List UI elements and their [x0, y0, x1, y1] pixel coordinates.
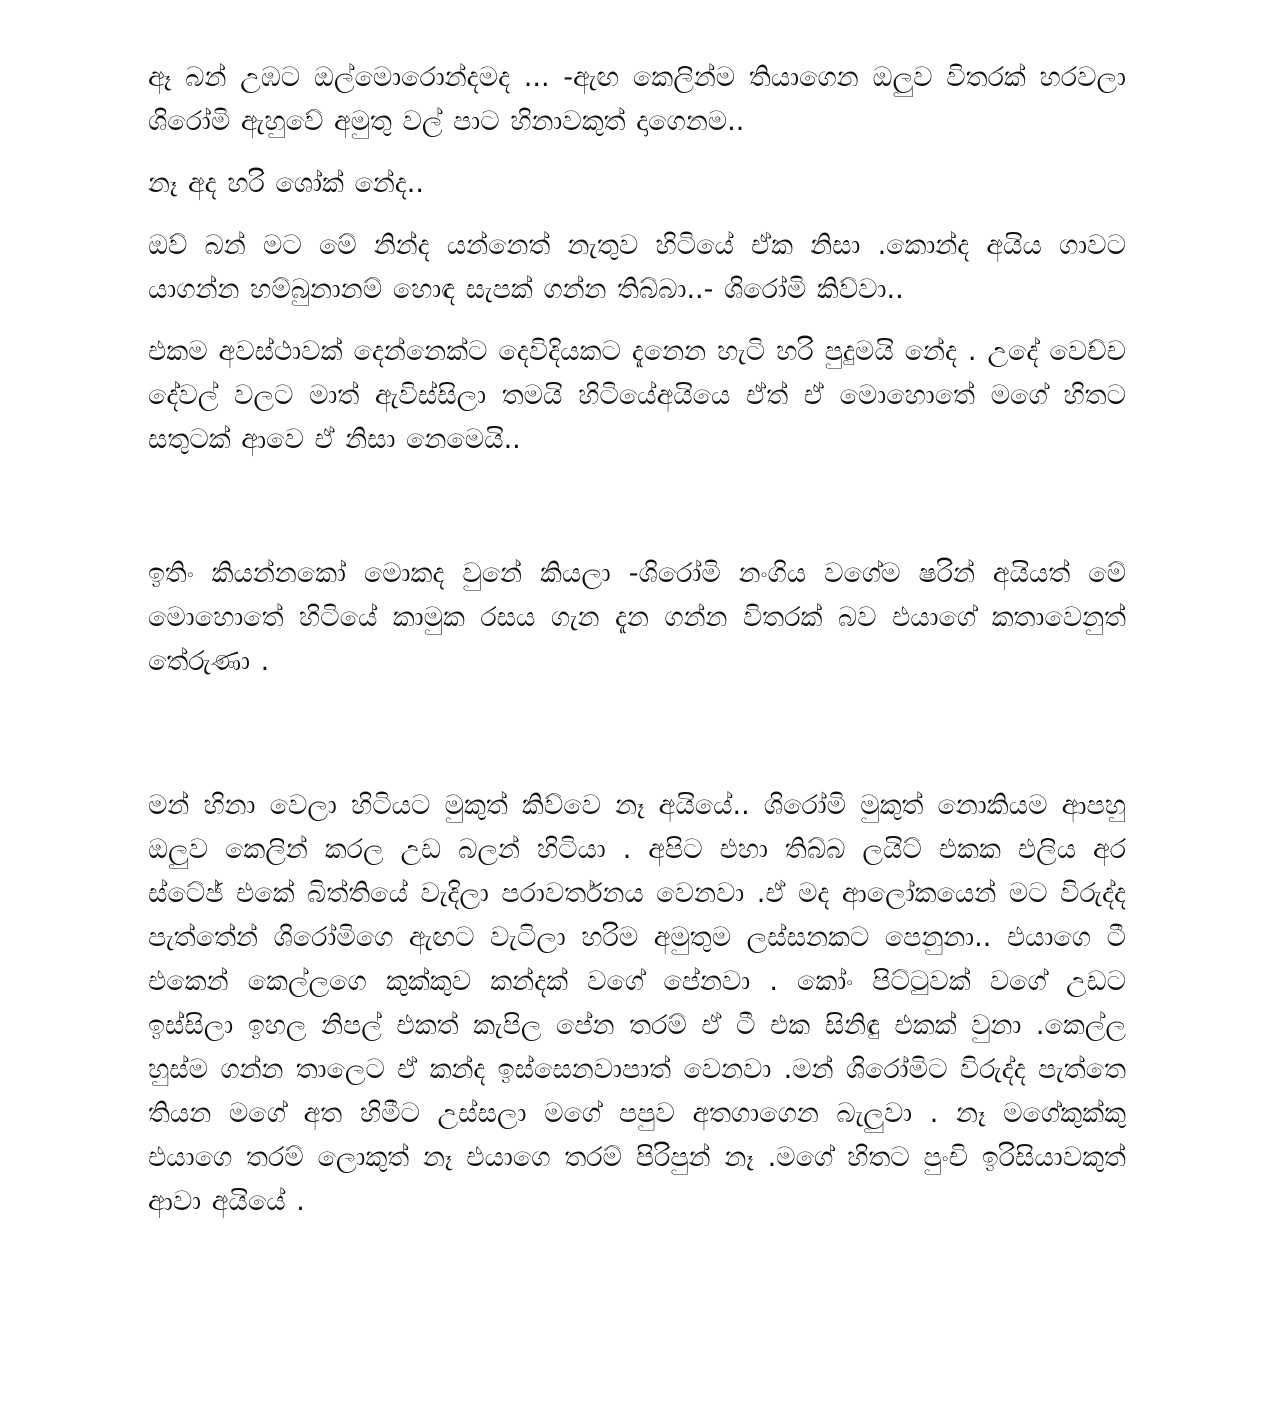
paragraph-4: එකම අවස්ථාවක් දෙන්නෙක්ට දෙවිදියකට දැනෙන හැටි හරි පුදුමයි නේද . උදේ වෙච්ච දේවල් වලට මාත් ඇවිස්සිලා තමයි හිටියේඅයියෙ ඒත් ඒ මොහොතේ මගේ හිතට සතුටක් ආවෙ ඒ නිසා නෙමෙයි.. — [148, 336, 1126, 455]
paragraph-6: මන් හිනා වෙලා හිටියට මුකුත් කිව්වෙ නෑ අයියේ.. ශිරෝමි මුකුත් නොකියම ආපහු ඔලුව කෙලින් කරල උඩ බලන් හිටියා . අපිට එහා තිබ්බ ලයිට් එකක එලිය අර ස්ටේජ් එකේ බිත්තියේ වැදිලා පරාවර්තනය වෙනවා .ඒ මද ආලෝකයෙන් මට විරුද්ද පැත්තේන් ශිරෝමිගෙ ඇඟට වැටිලා හරිම අමුතුම ලස්සනකට පෙනුනා.. එයාගෙ ටී එකෙන් කෙල්ලගෙ කුක්කුව කන්දක් වගේ පේනවා . කෝං පිට්ටුවක් වගේ උඩට ඉස්සිලා ඉහල නිපල් එකත් කැපිල පේන තරම් ඒ ටී එක සිනිඳු එකක් වුනා .කෙල්ල හුස්ම ගන්න තාලෙට ඒ කන්ද ඉස්සෙනවාපාත් වෙනවා .මන් ශිරෝමිට විරුද්ද පැත්තෙ තියන මගේ අත හිමීට උස්සලා මගේ පපුව අතගාගෙන බැලුවා . නෑ මගේකුක්කු එයාගෙ තරම් ලොකුත් නෑ එයාගෙ තරම් පිරිපුන් නෑ .මගේ හිතට පුංචි ඉරිසියාවකුත් ආවා අයියේ . — [148, 790, 1126, 1217]
paragraph-3: ඔව් බන් මට මේ නින්ද යන්නෙත් නැතුව හිටියේ ඒක නිසා .කොන්ද අයිය ගාවට යාගන්න හම්බුනානම් හොඳ සැපක් ගන්න තිබ්බා..- ශිරෝමි කිව්වා.. — [148, 230, 1126, 305]
paragraph-1: ඈ බන් උඹට ඔල්මොරොන්දමද ... -ඇඟ කෙලින්ම තියාගෙන ඔලුව විතරක් හරවලා ශිරෝමි ඇහුවේ අමුතු වල් පාට හිනාවකුත් දාගෙනම.. — [148, 62, 1126, 137]
paragraph-2: නෑ අද හරි ශෝක් නේද.. — [148, 168, 424, 199]
document-page — [148, 56, 1126, 1376]
paragraph-5: ඉතිං කියන්නකෝ මොකද වුනේ කියලා -ශිරෝමි නංගිය වගේම ෂරින් අයියත් මේ මොහොතේ හිටියේ කාමුක රසය ගැන දැන ගන්න විතරක් බව එයාගේ කතාවෙනුත් තේරුණා . — [148, 558, 1126, 677]
